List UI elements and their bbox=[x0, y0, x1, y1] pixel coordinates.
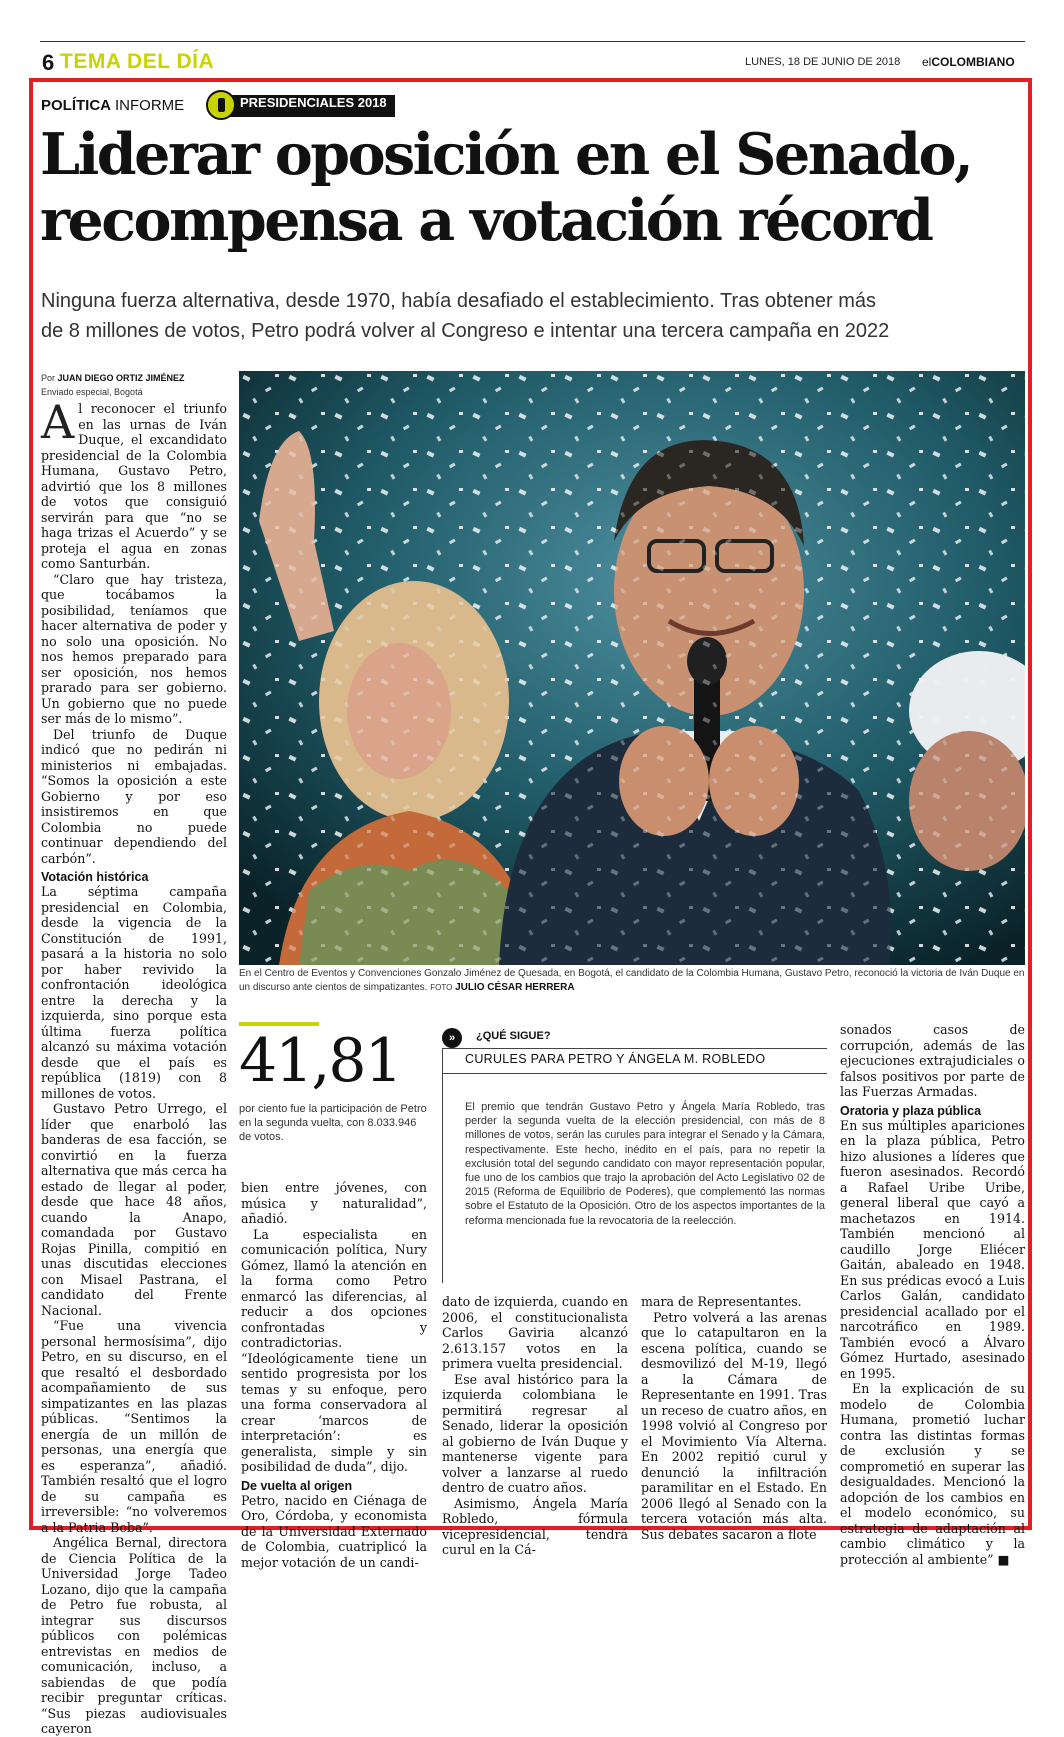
byline-author: JUAN DIEGO ORTIZ JIMÉNEZ bbox=[57, 373, 185, 383]
paragraph: En la explicación de su modelo de Colombia Humana, prometió luchar contra las distintas formas de exclusión y se comprometió en superar las desigualdades. Mencionó la adopción de los cambios en el modelo económico, su estrategia de adaptación al cambio climático y la protección al ambiente” ■ bbox=[840, 1381, 1025, 1567]
sidebar-body bbox=[465, 1100, 825, 1228]
paragraph: Ese aval histórico para la izquierda colombiana le permitirá regresar al Senado, liderar la oposición al gobierno de Iván Duque y mantenerse vigente para volver a lanzarse al ruedo dentro de cuatro años. bbox=[442, 1371, 628, 1495]
photo-illustration bbox=[239, 371, 1025, 965]
byline-role: Enviado especial, Bogotá bbox=[41, 387, 143, 397]
subhead: De vuelta al origen bbox=[241, 1478, 353, 1493]
paragraph: mara de Representantes. bbox=[641, 1294, 802, 1309]
presidenciales-tag: PRESIDENCIALES 2018 bbox=[230, 95, 395, 117]
subhead: Votación histórica bbox=[41, 870, 149, 884]
newspaper-name bbox=[922, 55, 1015, 69]
stat-description: por ciento fue la participación de Petro en la segunda vuelta, con 8.033.946 de votos. bbox=[239, 1103, 427, 1143]
sidebar-paragraph: El premio que tendrán Gustavo Petro y Ángela María Robledo, tras perder la segunda vuelta de la elección presidencial, con más de 8 millones de votos, serán las curules para integrar el Senado y la Cámara, respectivamente. Este hecho, inédito en el país, para no repetir la exclusión total del segundo candidato con mayor representación popular, fue uno de los cambios que trajo la aprobación del Acto Legislativo 02 de 2015 (Reforma de Equilibrio de Poderes), que complementó las normas sobre el Estatuto de la Oposición. Otro de los aspectos importantes de la reforma mencionada fue la revocatoria de la reelección. bbox=[465, 1101, 825, 1227]
kicker-section: POLÍTICA bbox=[41, 97, 111, 114]
byline-prefix: Por bbox=[41, 373, 56, 383]
article-column-4 bbox=[641, 1294, 827, 1542]
presidenciales-logo-icon bbox=[206, 90, 236, 120]
newspaper-title: COLOMBIANO bbox=[931, 55, 1015, 69]
deck-line-2: de 8 millones de votos, Petro podrá volver al Congreso e intentar una tercera campaña en 2022 bbox=[41, 320, 890, 342]
headline-line-2: recompensa a votación récord bbox=[40, 187, 932, 254]
paragraph: En sus múltiples apariciones en la plaza pública, Petro hizo alusiones a líderes que fueron asesinados. Recordó a Rafael Uribe Uribe, general liberal que cayó a machetazos en 1914. También mencionó al caudillo Jorge Eliécer Gaitán, abaleado en 1948. En sus prédicas evocó a Luis Carlos Galán, candidato presidencial acallado por el narcotráfico en 1989. También evocó a Álvaro Gómez Hurtado, asesinado en 1995. bbox=[840, 1117, 1025, 1381]
deck bbox=[41, 286, 1026, 346]
kicker bbox=[41, 97, 184, 114]
newspaper-prefix: el bbox=[922, 55, 932, 69]
paragraph: bien entre jóvenes, con música y naturalidad”, añadió. bbox=[241, 1180, 427, 1226]
paragraph: sonados casos de corrupción, además de las ejecuciones extrajudiciales o falsos positivos por parte de las Fuerzas Armadas. bbox=[840, 1022, 1025, 1099]
paragraph: “Fue una vivencia personal hermosísima”, dijo Petro, en su discurso, en el que resaltó el desbordado acompañamiento de sus simpatizantes en las plazas públicas. “Sentimos la energía de un millón de personas, una energía que es esperanza”, añadió. También resaltó que el logro de su campaña es irreversible: “no volveremos a la Patria Boba”. bbox=[41, 1318, 227, 1535]
paragraph: “Claro que hay tristeza, que tocábamos la posibilidad, teníamos que hacer alternativa de poder y no solo una oposición. No nos hemos preparado para ser oposición, nos hemos prarado para ser gobierno. Un gobierno que no puede ser más de lo mismo”. bbox=[41, 571, 227, 726]
article-column-2 bbox=[241, 1180, 427, 1570]
article-column-5 bbox=[840, 1022, 1025, 1567]
deck-line-1: Ninguna fuerza alternativa, desde 1970, había desafiado el establecimiento. Tras obtener más bbox=[41, 290, 876, 312]
byline bbox=[41, 373, 185, 383]
paragraph: Del triunfo de Duque indicó que no pedirán ni ministerios ni embajadas. “Somos la oposición a este Gobierno y por eso insistiremos en que Colombia no puede continuar dependiendo del carbón”. bbox=[41, 726, 227, 866]
headline-line-1: Liderar oposición en el Senado, bbox=[40, 121, 972, 188]
paragraph: Petro volverá a las arenas que lo catapultaron en la escena política, cuando se desmovilizó del M-19, llegó a la Cámara de Representante en 1991. Tras un receso de cuatro años, en 1998 volvió al Congreso por el Movimiento Vía Alterna. En 2002 repitió curul y denunció la infiltración paramilitar en el Estado. En 2006 llegó al Senado con la tercera votación más alta. Sus debates sacaron a flote bbox=[641, 1309, 827, 1542]
sidebar-rule-bottom bbox=[442, 1073, 827, 1074]
sidebar-rule-top bbox=[442, 1048, 827, 1049]
sidebar-subtitle: CURULES PARA PETRO Y ÁNGELA M. ROBLEDO bbox=[465, 1052, 766, 1066]
paragraph: Petro, nacido en Ciénaga de Oro, Córdoba, y economista de la Universidad Externado de Colombia, cuatriplicó la mejor votación de un candi- bbox=[241, 1492, 427, 1570]
photo-credit: JULIO CÉSAR HERRERA bbox=[455, 982, 575, 993]
headline bbox=[40, 122, 1030, 254]
subhead: Oratoria y plaza pública bbox=[840, 1103, 982, 1118]
sidebar-title: ¿QUÉ SIGUE? bbox=[476, 1030, 551, 1042]
section-title: TEMA DEL DÍA bbox=[60, 50, 215, 73]
main-photo bbox=[239, 371, 1025, 965]
article-column-1 bbox=[41, 395, 227, 1737]
paragraph: Asimismo, Ángela María Robledo, fórmula vicepresidencial, tendrá curul en la Cá- bbox=[442, 1495, 628, 1557]
paragraph: Al reconocer el triunfo en las urnas de Iván Duque, el excandidato presidencial de la Colombia Humana, Gustavo Petro, advirtió que los 8 millones de votos que consiguió servirán para que “no se haga trizas el Acuerdo” y se proteja el agua en zonas como Santurbán. bbox=[41, 395, 227, 571]
double-chevron-icon: » bbox=[442, 1028, 462, 1048]
header-rule bbox=[40, 41, 1025, 42]
paragraph: La especialista en comunicación política, Nury Gómez, llamó la atención en la forma como Petro enmarcó las diferencias, al reducir a dos opciones confrontadas y contradictorias. “Ideológicamente tiene un sentido progresista por los temas y su enfoque, pero una forma conservadora al crear ‘marcos de interpretación’: es generalista, simple y sin posibilidad de duda”, dijo. bbox=[241, 1226, 427, 1474]
caption-text: En el Centro de Eventos y Convenciones Gonzalo Jiménez de Quesada, en Bogotá, el candidato de la Colombia Humana, Gustavo Petro, reconoció la victoria de Iván Duque en un discurso ante cientos de simpatizantes. bbox=[239, 968, 1025, 993]
kicker-type: INFORME bbox=[115, 97, 185, 114]
paragraph: La séptima campaña presidencial en Colombia, desde la vigencia de la Constitución de 1991, pasará a la historia no solo por haber revivido la confrontación ideológica entre la derecha y la izquierda, sino porque esta última fuerza política alcanzó su máxima votación desde que el país es república (1819) con 8 millones de votos. bbox=[41, 884, 227, 1101]
paragraph: Gustavo Petro Urrego, el líder que enarboló las banderas de esa facción, se convirtió en la fuerza alternativa que más cerca ha estado de llegar al poder, desde que hace 48 años, cuando la Anapo, comandada por Gustavo Rojas Pinilla, compitió en unas discutidas elecciones con Misael Pastrana, el candidato del Frente Nacional. bbox=[41, 1101, 227, 1318]
credit-label: FOTO bbox=[430, 983, 453, 992]
issue-date: LUNES, 18 DE JUNIO DE 2018 bbox=[745, 56, 901, 68]
drop-cap: A bbox=[41, 395, 75, 449]
page-number: 6 bbox=[42, 50, 55, 75]
sidebar-border bbox=[442, 1048, 443, 1283]
paragraph: dato de izquierda, cuando en 2006, el constitucionalista Carlos Gaviria alcanzó 2.613.157 votos en la primera vuelta presidencial. bbox=[442, 1294, 628, 1371]
paragraph: Angélica Bernal, directora de Ciencia Política de la Universidad Jorge Tadeo Lozano, dijo que la campaña de Petro fue robusta, al integrar sus discursos públicos con polémicas entrevistas en medios de comunicación, incluso, a sabiendas de que podía recibir preguntar críticas. “Sus piezas audiovisuales cayeron bbox=[41, 1535, 227, 1736]
article-column-3 bbox=[442, 1294, 628, 1558]
photo-caption bbox=[239, 967, 1025, 995]
stat-number: 41,81 bbox=[239, 1026, 401, 1096]
